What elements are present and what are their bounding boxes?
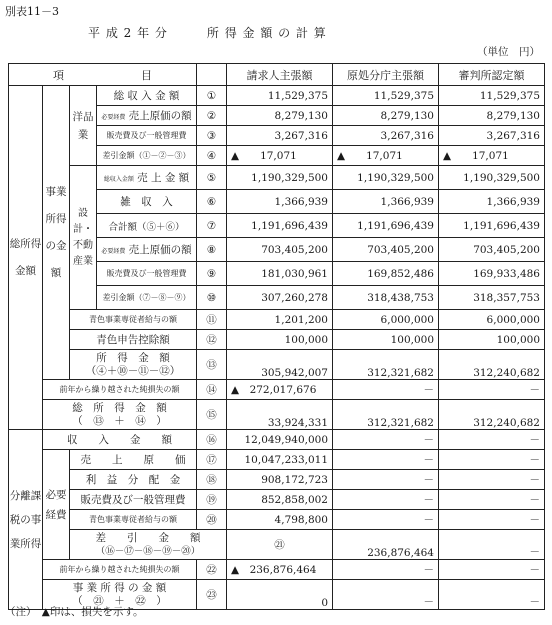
cell-claimant: 1,366,939 [227, 190, 333, 214]
row-no: ④ [197, 146, 227, 166]
cell-claimant: 236,876,464 [333, 530, 439, 560]
row-no: ⑬ [197, 350, 227, 380]
cell-tribunal: 312,240,682 [439, 400, 545, 430]
row-sublabel: （ ⑬ ＋ ⑭ ） [72, 414, 167, 427]
cell-tribunal: 318,357,753 [439, 286, 545, 310]
row-label: 売上原価の額 [128, 244, 192, 256]
cell-office: － [333, 470, 439, 490]
cell-office: 703,405,200 [333, 238, 439, 262]
cell-tribunal: ▲ 17,071 [439, 146, 545, 166]
row-label: 青色事業専従者給与の額 [70, 510, 197, 530]
row-label: 利 益 分 配 金 [70, 470, 197, 490]
cell-office: 318,438,753 [333, 286, 439, 310]
row-label: 売 上 金 額 [137, 172, 190, 184]
cell-office: － [333, 560, 439, 580]
row-no: ⑧ [197, 238, 227, 262]
cell-office: ▲ 17,071 [333, 146, 439, 166]
row-label: 青色事業専従者給与の額 [70, 310, 197, 330]
cell-claimant: 10,047,233,011 [227, 450, 333, 470]
row-no: ② [197, 106, 227, 126]
group-bunri: 分離課税の事業所得 [9, 430, 43, 610]
row-sublabel: （④＋⑩－⑪－⑫） [85, 364, 181, 377]
cell-tribunal: 169,933,486 [439, 262, 545, 286]
cell-office: 312,321,682 [333, 350, 439, 380]
cell-claimant: 12,049,940,000 [227, 430, 333, 450]
cell-claimant: 8,279,130 [227, 106, 333, 126]
row-no: ⑫ [197, 330, 227, 350]
cell-tribunal: 100,000 [439, 330, 545, 350]
row-no: ㉒ [197, 560, 227, 580]
table-row [9, 166, 545, 190]
cell-claimant: 908,172,723 [227, 470, 333, 490]
cell-tribunal: 1,191,696,439 [439, 214, 545, 238]
row-no: ⑯ [197, 430, 227, 450]
cell-claimant: 305,942,007 [227, 350, 333, 380]
row-no: ⑩ [197, 286, 227, 310]
table-row [9, 380, 545, 400]
cell-claimant: 33,924,331 [227, 400, 333, 430]
table-id: 別表11－3 [5, 5, 59, 18]
table-row [9, 86, 545, 106]
cell-office: 1,366,939 [333, 190, 439, 214]
cell-claimant: 1,201,200 [227, 310, 333, 330]
cell-office: 1,190,329,500 [333, 166, 439, 190]
col-tribunal: 審判所認定額 [439, 64, 545, 86]
cell-tribunal: 11,529,375 [439, 86, 545, 106]
row-no: ⑲ [197, 490, 227, 510]
row-no: ㉓ [197, 580, 227, 610]
row-no: ⑮ [197, 400, 227, 430]
cell-claimant: 3,267,316 [227, 126, 333, 146]
cell-tribunal: 8,279,130 [439, 106, 545, 126]
row-label: 収 入 金 額 [43, 430, 197, 450]
cell-tribunal: 6,000,000 [439, 310, 545, 330]
cell-office: 169,852,486 [333, 262, 439, 286]
col-claimant: 請求人主張額 [227, 64, 333, 86]
cell-tribunal: － [439, 490, 545, 510]
cell-tribunal: － [439, 470, 545, 490]
row-no: ⑰ [197, 450, 227, 470]
cell-claimant: 852,858,002 [227, 490, 333, 510]
table-row [9, 450, 545, 470]
page-title: 平 成 2 年 分 所 得 金 額 の 計 算 [88, 26, 327, 40]
cell-office: 6,000,000 [333, 310, 439, 330]
unit-label: （単位 円） [477, 46, 540, 58]
cell-office: － [333, 380, 439, 400]
cell-office: 1,191,696,439 [333, 214, 439, 238]
row-sublabel: （⑯－⑰－⑱－⑲－⑳） [95, 545, 201, 557]
cell-office: 8,279,130 [333, 106, 439, 126]
cell-office: 11,529,375 [333, 86, 439, 106]
row-no: ① [197, 86, 227, 106]
table-row [9, 430, 545, 450]
cell-claimant: 4,798,800 [227, 510, 333, 530]
col-no [197, 64, 227, 86]
row-no: ⑭ [197, 380, 227, 400]
cell-tribunal: － [439, 380, 545, 400]
row-label: 売 上 原 価 [70, 450, 197, 470]
cell-tribunal: － [439, 580, 545, 610]
cell-tribunal: 703,405,200 [439, 238, 545, 262]
row-label: 雑 収 入 [97, 190, 197, 214]
row-no: ⑥ [197, 190, 227, 214]
cell-claimant: 307,260,278 [227, 286, 333, 310]
group-yohin: 洋品業 [70, 86, 97, 166]
table-row [9, 350, 545, 380]
cell-claimant: 1,191,696,439 [227, 214, 333, 238]
cell-tribunal: 1,190,329,500 [439, 166, 545, 190]
group-hitsuyo: 必要経費 [43, 450, 70, 560]
cell-tribunal: － [439, 430, 545, 450]
row-no: ③ [197, 126, 227, 146]
footnote: （注） ▲印は、損失を示す。 [5, 606, 144, 618]
row-label: 販売費及び一般管理費 [97, 262, 197, 286]
cell-office: 100,000 [333, 330, 439, 350]
cell-tribunal: － [439, 450, 545, 470]
group-sogaku: 総所得金額 [9, 86, 43, 430]
cell-claimant: 100,000 [227, 330, 333, 350]
col-office: 原処分庁主張額 [333, 64, 439, 86]
table-row [9, 490, 545, 510]
row-label: 販売費及び一般管理費 [97, 126, 197, 146]
cell-claimant: 703,405,200 [227, 238, 333, 262]
table-row [9, 330, 545, 350]
cell-tribunal: 3,267,316 [439, 126, 545, 146]
group-sekkei: 設計・不動産業 [70, 166, 97, 310]
table-row [9, 400, 545, 430]
row-label: 総 収 入 金 額 [97, 86, 197, 106]
table-row [9, 470, 545, 490]
row-label: 事 業 所 得 の 金 額 [72, 581, 167, 594]
table-row [9, 530, 545, 560]
row-label: 前年から繰り越された純損失の額 [43, 560, 197, 580]
cell-claimant: 181,030,961 [227, 262, 333, 286]
header-row [9, 64, 545, 86]
group-sosyunyu: 総収入金額 [103, 176, 134, 183]
row-no: ⑱ [197, 470, 227, 490]
table-row [9, 560, 545, 580]
row-prefix: 必要経費 [101, 114, 126, 121]
row-label: 差引金額（⑦－⑧－⑨） [97, 286, 197, 310]
row-label: 差 引 金 額 [95, 531, 201, 544]
cell-office: － [333, 450, 439, 470]
table-row [9, 510, 545, 530]
cell-office: － [439, 530, 545, 560]
cell-tribunal: － [439, 560, 545, 580]
cell-office: 3,267,316 [333, 126, 439, 146]
row-label: 差引金額（①－②－③） [97, 146, 197, 166]
row-label: 総 所 得 金 額 [72, 401, 167, 414]
row-label: 所 得 金 額 [96, 351, 170, 364]
cell-office: － [333, 430, 439, 450]
row-no: ⑨ [197, 262, 227, 286]
row-no: ⑤ [197, 166, 227, 190]
row-label: 販売費及び一般管理費 [70, 490, 197, 510]
row-sublabel: （ ㉑ ＋ ㉒ ） [72, 594, 167, 607]
row-label: 売上原価の額 [128, 110, 192, 122]
cell-office: － [333, 490, 439, 510]
table-row [9, 310, 545, 330]
cell-claimant: 11,529,375 [227, 86, 333, 106]
income-table [8, 63, 545, 610]
cell-tribunal: 312,240,682 [439, 350, 545, 380]
row-label: 合計額（⑤＋⑥） [97, 214, 197, 238]
row-no: ⑦ [197, 214, 227, 238]
row-no: ⑪ [197, 310, 227, 330]
col-item: 項 目 [9, 64, 197, 86]
row-label: 前年から繰り越された純損失の額 [43, 380, 197, 400]
cell-office: － [333, 510, 439, 530]
cell-claimant: ▲ 17,071 [227, 146, 333, 166]
cell-claimant: 1,190,329,500 [227, 166, 333, 190]
cell-claimant: ▲ 272,017,676 [227, 380, 333, 400]
cell-tribunal: － [439, 510, 545, 530]
row-no: ㉑ [227, 530, 333, 560]
group-jigyo: 事業所得の金額 [43, 86, 70, 380]
cell-claimant: 0 [227, 580, 333, 610]
cell-tribunal: 1,366,939 [439, 190, 545, 214]
row-label: 青色申告控除額 [70, 330, 197, 350]
row-prefix: 必要経費 [101, 248, 126, 255]
cell-claimant: ▲ 236,876,464 [227, 560, 333, 580]
row-no: ⑳ [197, 510, 227, 530]
cell-office: － [333, 580, 439, 610]
cell-office: 312,321,682 [333, 400, 439, 430]
